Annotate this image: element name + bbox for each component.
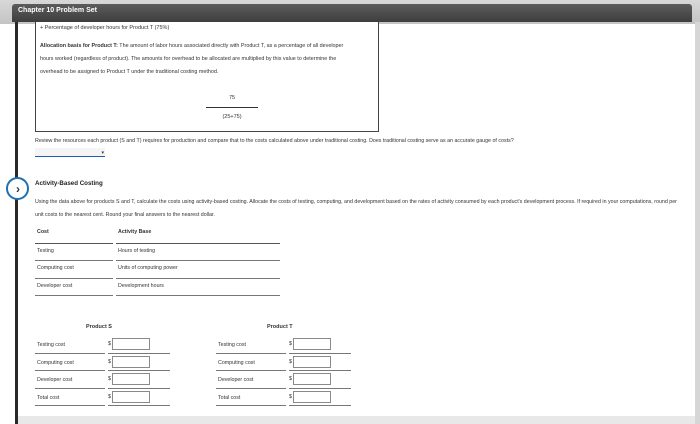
row-label: Computing cost [218, 359, 255, 366]
table-cell: Developer cost [37, 282, 73, 289]
table-cell: Hours of testing [118, 247, 156, 254]
currency-symbol: $ [289, 376, 292, 382]
table-header-row [35, 226, 245, 244]
row-label: Testing cost [218, 342, 246, 348]
header-cost: Cost [37, 229, 49, 235]
product-s-developer-input[interactable] [112, 373, 150, 385]
table-cell: Testing [37, 247, 54, 254]
fraction-numerator: 75 [228, 95, 236, 101]
product-t-title: Product T [267, 324, 293, 330]
product-s-block [35, 324, 175, 414]
row-label: Total cost [37, 394, 60, 401]
row-divider [289, 405, 351, 406]
currency-symbol: $ [108, 393, 111, 400]
right-scroll-track[interactable] [695, 22, 700, 424]
bottom-border [18, 416, 695, 424]
product-s-title: Product S [86, 324, 112, 330]
fraction-bar [206, 107, 258, 108]
allocation-paragraph [40, 40, 358, 79]
title-bar [0, 0, 700, 24]
product-t-row-computing [216, 354, 351, 372]
currency-symbol: $ [108, 376, 111, 382]
row-divider [35, 405, 105, 406]
chevron-right-icon: › [16, 181, 20, 196]
table-cell: Units of computing power [118, 265, 178, 271]
allocation-fraction [206, 95, 258, 120]
currency-symbol: $ [289, 341, 292, 347]
product-t-computing-input[interactable] [293, 356, 331, 368]
row-divider [108, 405, 170, 406]
instructions: Using the data above for products S and T, calculate the costs using activity-based costing. Allocate the costs of testing, computing, and development based on the rates of activity consumed by each product's development process. If required in your computations, round per unit costs to the nearest cent. Round your final answers to the nearest dollar. [35, 199, 677, 218]
product-t-testing-input[interactable] [293, 338, 331, 350]
product-s-row-total [35, 389, 170, 407]
product-t-row-testing [216, 336, 351, 354]
product-s-row-developer [35, 371, 170, 389]
table-cell: Development hours [118, 282, 164, 289]
product-s-row-computing [35, 354, 170, 372]
product-t-developer-input[interactable] [293, 373, 331, 385]
row-label: Developer cost [37, 377, 73, 383]
chevron-down-icon: ▾ [101, 150, 104, 156]
allocation-box [35, 22, 379, 132]
product-t-total-input[interactable] [293, 391, 331, 403]
product-t-block [216, 324, 356, 414]
section-heading: Activity-Based Costing [35, 180, 103, 187]
fraction-denominator: (25+75) [222, 114, 242, 120]
left-border [15, 22, 18, 424]
row-label: Developer cost [218, 377, 254, 383]
product-t-row-total [216, 389, 351, 407]
window-title: Chapter 10 Problem Set [18, 7, 97, 14]
table-divider [116, 295, 280, 296]
allocation-basis-text: The amount of labor hours associated directly with Product T, as a percentage of all developer hours worked (regardless of product). The amounts for overhead to be allocated are multiplied by this value to determine the overhead to be assigned to Product T under the traditional costing method. [40, 43, 344, 75]
currency-symbol: $ [289, 393, 292, 400]
row-label: Testing cost [37, 342, 65, 348]
table-row [35, 244, 245, 262]
activity-base-table [35, 226, 245, 296]
row-label: Total cost [218, 394, 241, 401]
table-row [35, 261, 245, 279]
product-s-total-input[interactable] [112, 391, 150, 403]
product-s-testing-input[interactable] [112, 338, 150, 350]
header-activity-base: Activity Base [118, 229, 152, 235]
table-row [35, 279, 245, 297]
product-s-computing-input[interactable] [112, 356, 150, 368]
table-divider [35, 295, 113, 296]
row-divider [216, 405, 286, 406]
title-bar-panel [12, 4, 692, 22]
allocation-basis-label: Allocation basis for Product T: [40, 43, 118, 49]
review-question: Review the resources each product (S and T) requires for production and compare that to the costs calculated above under traditional costing. Does traditional costing serve as an accurate gauge of costs? [35, 138, 514, 144]
table-cell: Computing cost [37, 265, 74, 271]
currency-symbol: $ [108, 358, 111, 365]
currency-symbol: $ [108, 341, 111, 347]
allocation-bullet: + Percentage of developer hours for Product T (75%) [40, 25, 170, 31]
product-t-row-developer [216, 371, 351, 389]
review-answer-dropdown[interactable] [35, 148, 105, 157]
currency-symbol: $ [289, 358, 292, 365]
step-marker[interactable] [6, 177, 29, 200]
row-label: Computing cost [37, 359, 74, 366]
product-s-row-testing [35, 336, 170, 354]
